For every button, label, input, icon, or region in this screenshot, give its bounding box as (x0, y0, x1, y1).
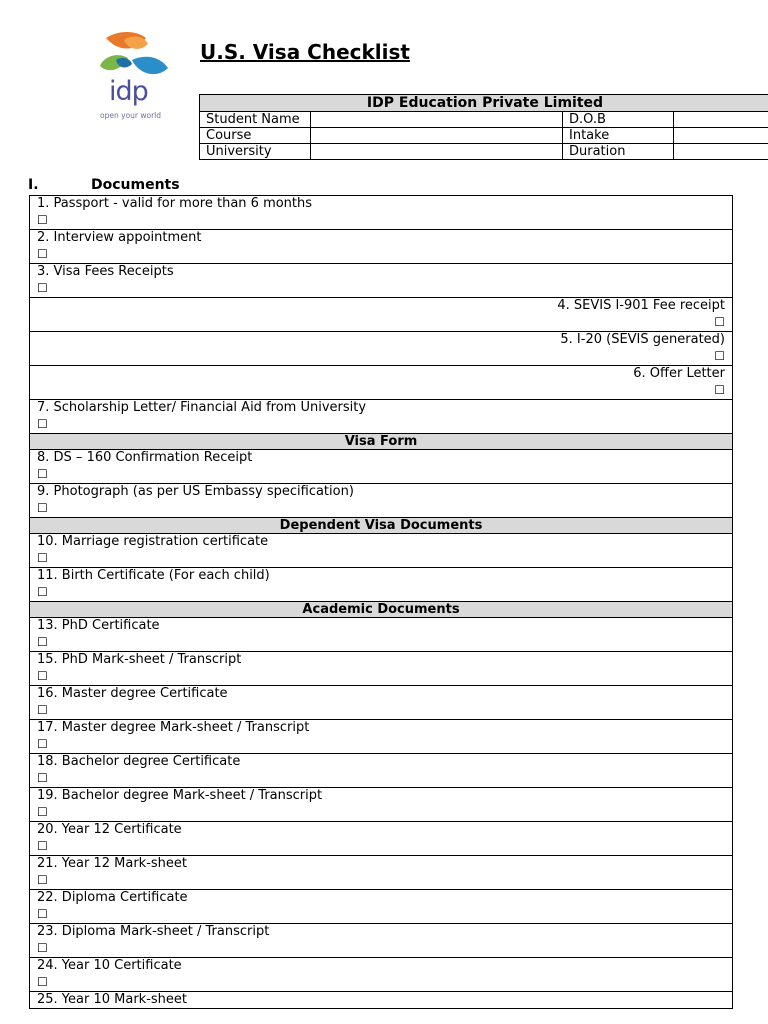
checklist-item (30, 298, 733, 332)
university-label: University (200, 144, 311, 160)
checkbox-icon[interactable]: ☐ (37, 839, 48, 853)
duration-field[interactable] (674, 144, 768, 160)
category-label: Visa Form (30, 434, 733, 450)
checklist-item-cell (30, 992, 733, 1009)
checklist-item-label: 15. PhD Mark-sheet / Transcript (37, 652, 242, 667)
checklist-item-label: 13. PhD Certificate (37, 618, 160, 633)
checklist-item-label: 20. Year 12 Certificate (37, 822, 182, 837)
info-row (200, 112, 768, 128)
checklist-item-cell (30, 484, 733, 518)
checkbox-icon[interactable]: ☐ (714, 383, 725, 397)
checklist-item-label: 24. Year 10 Certificate (37, 958, 182, 973)
checklist-item (30, 450, 733, 484)
checklist-item-label: 22. Diploma Certificate (37, 890, 188, 905)
checkbox-icon[interactable]: ☐ (37, 669, 48, 683)
checklist-item-label: 4. SEVIS I-901 Fee receipt (557, 298, 725, 313)
checklist-item-label: 16. Master degree Certificate (37, 686, 228, 701)
checkbox-icon[interactable]: ☐ (37, 585, 48, 599)
logo-wordmark: idp (109, 76, 148, 107)
checklist-item-cell (30, 196, 733, 230)
checkbox-icon[interactable]: ☐ (37, 635, 48, 649)
checkbox-icon[interactable]: ☐ (37, 551, 48, 565)
checklist-item-label: 25. Year 10 Mark-sheet (37, 992, 187, 1007)
checklist-item-cell (30, 264, 733, 298)
checklist-item (30, 652, 733, 686)
dob-label: D.O.B (563, 112, 674, 128)
checklist-item-cell (30, 924, 733, 958)
checklist-item-cell (30, 958, 733, 992)
checklist-category-header (30, 602, 733, 618)
checkbox-icon[interactable]: ☐ (37, 703, 48, 717)
checklist-item-cell (30, 230, 733, 264)
checklist-item (30, 788, 733, 822)
checklist-item-label: 19. Bachelor degree Mark-sheet / Transcript (37, 788, 323, 803)
checkbox-icon[interactable]: ☐ (37, 467, 48, 481)
checklist-item-label: 10. Marriage registration certificate (37, 534, 269, 549)
checklist-item-label: 8. DS – 160 Confirmation Receipt (37, 450, 253, 465)
checklist-item-label: 2. Interview appointment (37, 230, 202, 245)
checklist-item-cell (30, 534, 733, 568)
checklist-item (30, 618, 733, 652)
checkbox-icon[interactable]: ☐ (37, 771, 48, 785)
intake-label: Intake (563, 128, 674, 144)
course-label: Course (200, 128, 311, 144)
checkbox-icon[interactable]: ☐ (37, 975, 48, 989)
checkbox-icon[interactable]: ☐ (37, 907, 48, 921)
dob-field[interactable] (674, 112, 768, 128)
checklist-item (30, 890, 733, 924)
checklist-item-cell (30, 788, 733, 822)
checklist-item-label: 18. Bachelor degree Certificate (37, 754, 241, 769)
checklist-item-cell (30, 822, 733, 856)
checklist-item (30, 992, 733, 1009)
checklist-item-label: 9. Photograph (as per US Embassy specification) (37, 484, 354, 499)
checklist-item-label: 6. Offer Letter (633, 366, 725, 381)
logo-tagline: open your world (100, 111, 161, 120)
checklist-item (30, 754, 733, 788)
section-heading (28, 177, 180, 193)
info-row (200, 128, 768, 144)
checklist-item-cell (30, 568, 733, 602)
checklist-category-header (30, 518, 733, 534)
checklist-item-label: 17. Master degree Mark-sheet / Transcript (37, 720, 310, 735)
checkbox-icon[interactable]: ☐ (714, 315, 725, 329)
checklist-item (30, 264, 733, 298)
checklist-item-label: 3. Visa Fees Receipts (37, 264, 174, 279)
checkbox-icon[interactable]: ☐ (37, 941, 48, 955)
checklist-item-label: 21. Year 12 Mark-sheet (37, 856, 187, 871)
checklist-item-label: 11. Birth Certificate (For each child) (37, 568, 270, 583)
checklist-item (30, 332, 733, 366)
checklist-item (30, 924, 733, 958)
student-info-table (199, 94, 768, 160)
checklist-item-cell (30, 686, 733, 720)
info-table-header: IDP Education Private Limited (200, 95, 768, 112)
section-title: Documents (91, 177, 180, 193)
checklist-item-label: 7. Scholarship Letter/ Financial Aid from University (37, 400, 367, 415)
checklist-item-cell (30, 366, 733, 400)
checklist-item-cell (30, 720, 733, 754)
course-field[interactable] (311, 128, 563, 144)
student-name-label: Student Name (200, 112, 311, 128)
checklist-item-cell (30, 332, 733, 366)
category-label: Academic Documents (30, 602, 733, 618)
checklist-item-cell (30, 618, 733, 652)
checkbox-icon[interactable]: ☐ (37, 417, 48, 431)
checkbox-icon[interactable]: ☐ (37, 247, 48, 261)
checklist-item (30, 484, 733, 518)
checklist-item (30, 534, 733, 568)
checklist-item-cell (30, 890, 733, 924)
checkbox-icon[interactable]: ☐ (37, 213, 48, 227)
checklist-item (30, 958, 733, 992)
checklist-item-label: 23. Diploma Mark-sheet / Transcript (37, 924, 270, 939)
checklist-category-header (30, 434, 733, 450)
checkbox-icon[interactable]: ☐ (37, 873, 48, 887)
checklist-item (30, 196, 733, 230)
checklist-item (30, 568, 733, 602)
checklist-item (30, 366, 733, 400)
checklist-item-cell (30, 652, 733, 686)
checklist-item-cell (30, 754, 733, 788)
student-name-field[interactable] (311, 112, 563, 128)
checkbox-icon[interactable]: ☐ (37, 501, 48, 515)
checklist-item (30, 230, 733, 264)
checklist-item (30, 720, 733, 754)
checklist-item-cell (30, 856, 733, 890)
checkbox-icon[interactable]: ☐ (714, 349, 725, 363)
duration-label: Duration (563, 144, 674, 160)
checklist-item (30, 856, 733, 890)
checklist-item-cell (30, 400, 733, 434)
university-field[interactable] (311, 144, 563, 160)
checkbox-icon[interactable]: ☐ (37, 737, 48, 751)
checklist-item (30, 400, 733, 434)
page-title: U.S. Visa Checklist (200, 40, 410, 64)
category-label: Dependent Visa Documents (30, 518, 733, 534)
info-row (200, 144, 768, 160)
checklist-item-label: 5. I-20 (SEVIS generated) (560, 332, 725, 347)
checklist-item-cell (30, 450, 733, 484)
checklist-item (30, 686, 733, 720)
checkbox-icon[interactable]: ☐ (37, 281, 48, 295)
intake-field[interactable] (674, 128, 768, 144)
documents-checklist (29, 195, 733, 1009)
checklist-item-label: 1. Passport - valid for more than 6 months (37, 196, 313, 211)
checklist-item (30, 822, 733, 856)
section-number: I. (28, 177, 39, 193)
checklist-item-cell (30, 298, 733, 332)
checkbox-icon[interactable]: ☐ (37, 805, 48, 819)
